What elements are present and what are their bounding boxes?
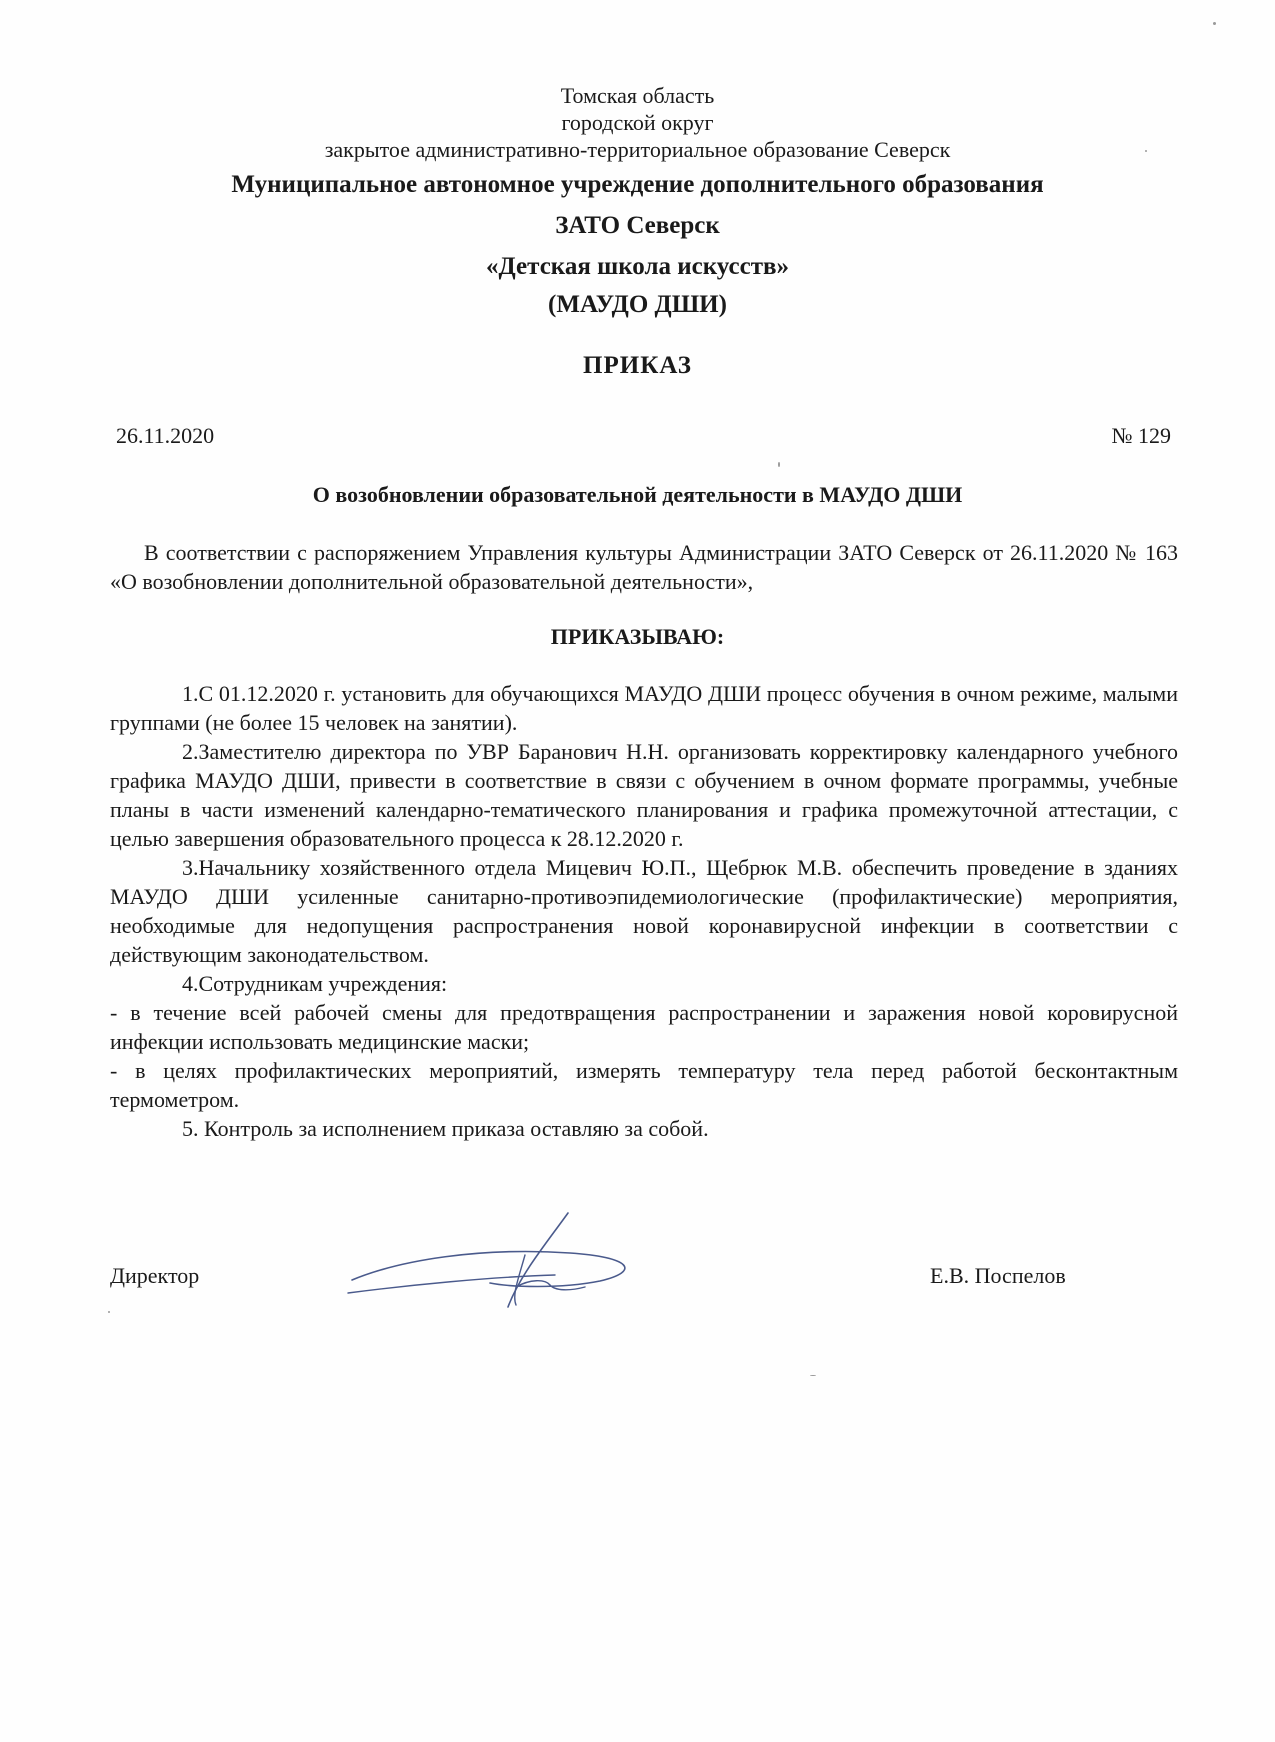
command-heading: ПРИКАЗЫВАЮ:	[550, 624, 725, 649]
order-item-4-bullet-1: - в течение всей рабочей смены для предотвращения распространении и заражения новой коровирусной инфекции использовать медицинские маски;	[110, 1000, 1178, 1054]
scan-speck	[778, 462, 780, 467]
handwritten-signature	[340, 1205, 650, 1315]
district-line: городской округ	[561, 110, 714, 135]
scan-speck	[1145, 150, 1147, 152]
org-name-line3: «Детская школа искусств»	[486, 253, 789, 280]
region-line: Томская область	[560, 83, 715, 108]
order-title: ПРИКАЗ	[583, 352, 692, 379]
org-name-line2: ЗАТО Северск	[555, 212, 720, 239]
order-item-3: 3.Начальнику хозяйственного отдела Мицевич Ю.П., Щебрюк М.В. обеспечить проведение в зданиях МАУДО ДШИ усиленные санитарно-противоэпидемиологические (профилактические) мероприятия, необходимые для недопущения распространения новой коронавирусной инфекции в соответствии с действующим законодательством.	[110, 855, 1178, 967]
preamble-paragraph: В соответствии с распоряжением Управления культуры Администрации ЗАТО Северск от 26.11.2020 № 163 «О возобновлении дополнительной образовательной деятельности»,	[110, 540, 1178, 594]
signatory-name: Е.В. Поспелов	[930, 1263, 1066, 1288]
signatory-title: Директор	[110, 1263, 200, 1288]
org-name-line4: (МАУДО ДШИ)	[548, 291, 727, 318]
order-item-4-bullet-2: - в целях профилактических мероприятий, измерять температуру тела перед работой бесконтактным термометром.	[110, 1058, 1178, 1112]
order-item-5: 5. Контроль за исполнением приказа оставляю за собой.	[182, 1116, 709, 1141]
org-name-line1: Муниципальное автономное учреждение дополнительного образования	[231, 171, 1044, 198]
order-items	[110, 679, 1178, 1143]
order-item-2: 2.Заместителю директора по УВР Баранович Н.Н. организовать корректировку календарного учебного графика МАУДО ДШИ, привести в соответствие в связи с обучением в очном формате программы, учебные планы в части изменений календарно-тематического планирования и графика промежуточной аттестации, с целью завершения образовательного процесса к 28.12.2020 г.	[110, 739, 1178, 851]
order-item-4: 4.Сотрудникам учреждения:	[182, 971, 448, 996]
order-subject: О возобновлении образовательной деятельности в МАУДО ДШИ	[312, 482, 963, 507]
order-date: 26.11.2020	[116, 423, 215, 448]
scan-speck	[108, 1311, 110, 1313]
scan-speck	[1213, 22, 1216, 25]
order-item-1: 1.С 01.12.2020 г. установить для обучающихся МАУДО ДШИ процесс обучения в очном режиме, малыми группами (не более 15 человек на занятии).	[110, 681, 1178, 735]
scan-speck	[810, 1375, 816, 1376]
order-number: № 129	[1111, 423, 1171, 448]
territory-line: закрытое административно-территориальное образование Северск	[324, 137, 951, 162]
